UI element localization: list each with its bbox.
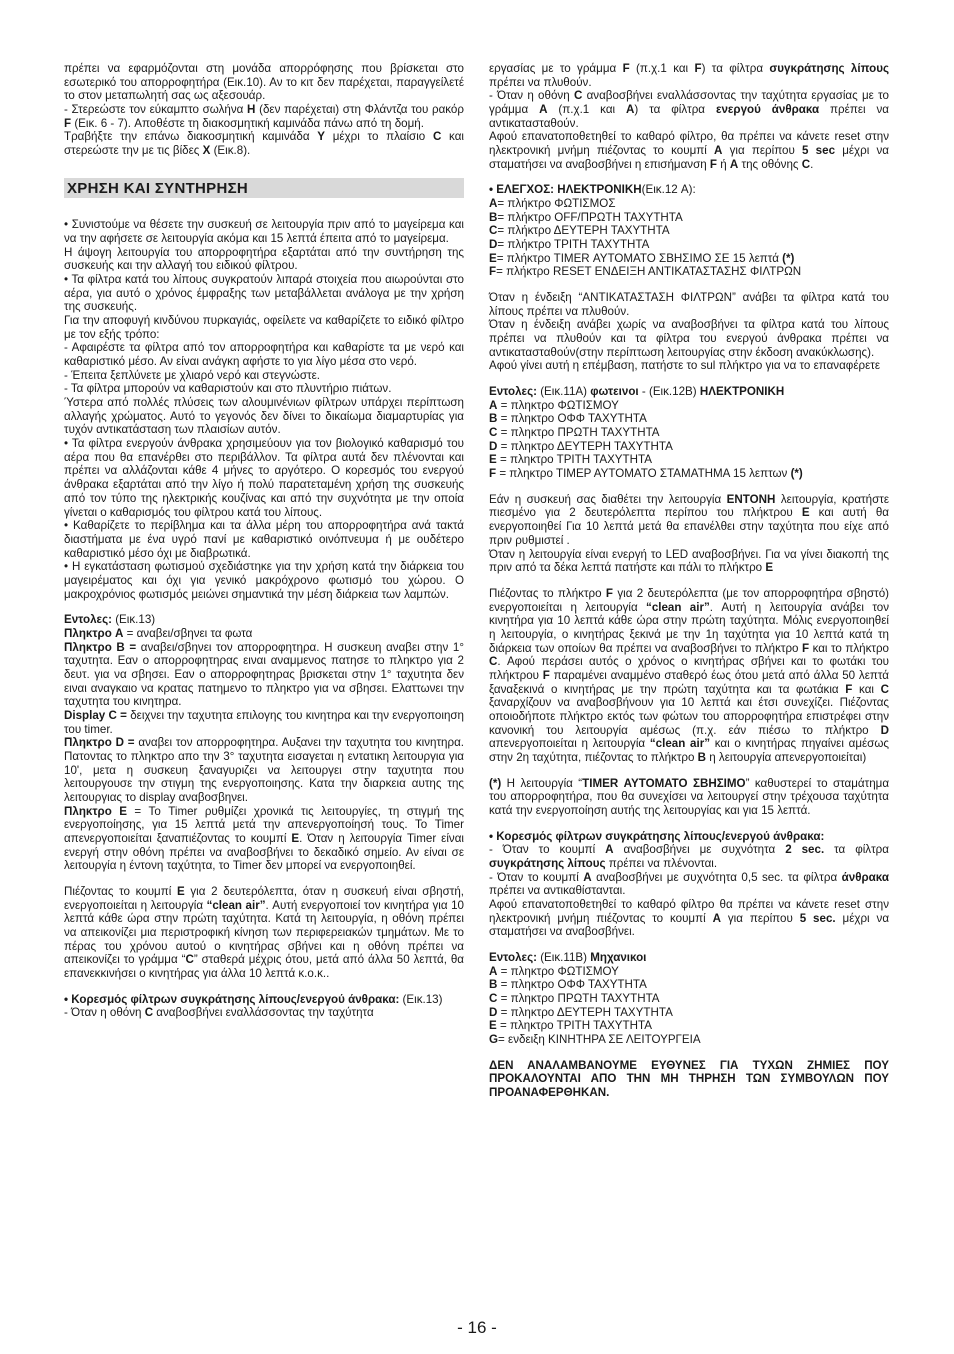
paragraph-clean-air-e: Πιέζοντας το κουμπί E για 2 δευτερόλεπτα, όταν η συσκευή είναι σβηστή, ενεργοποιείται η λειτουργία “clean air”. Αυτή ενεργοποιεί τον κινητήρα για 10 λεπτά κάθε ώρα στην πρώτη ταχύτητα. Κατά τη λειτουργία, η οθόνη πρέπει να απεικονίζει μια περιστροφική κίνηση των περιφερειακών τμημάτων. Με το πέρας του χρόνου αυτού ο κινητήρας σβήνει και η οθόνη πρέπει να απεικονίζει το γράμμα “C” σταθερά μέχρις ότου, μετά από άλλα 50 λεπτά, θα επανεκκινήσει ο κινητήρας για άλλα 10 λεπτά κ.ο.κ.. <box>64 884 464 980</box>
paragraph-controls-fig11a-12b: Εντολες: (Εικ.11A) φωτεινοι - (Εικ.12B) ΗΛΕΚΤΡΟΝΙΚΗ A = πληκτρο ΦΩΤΙΣΜΟΥ B = πληκτρο ΟΦΦ ΤΑΧΥΤΗΤΑ C = πληκτρο ΠΡΩΤΗ ΤΑΧΥΤΗΤΑ D = πληκτρο ΔΕΥΤΕΡΗ ΤΑΧΥΤΗΤΑ E = πληκτρο ΤΡΙΤΗ ΤΑΧΥΤΗΤΑ F = πληκτρο ΤΙΜΕΡ ΑΥΤΟΜΑΤΟ ΣΤΑΜΑΤΗΜΑ 15 λεπτων (*) <box>489 385 803 481</box>
right-column <box>489 62 889 1100</box>
paragraph-disclaimer: ΔΕΝ ΑΝΑΛΑΜΒΑΝΟΥΜΕ ΕΥΘΥΝΕΣ ΓΙΑ ΤΥΧΩΝ ΖΗΜΙΕΣ ΠΟΥ ΠΡΟΚΑΛΟΥΝΤΑΙ ΑΠΟ ΤΗΝ ΜΗ ΤΗΡΗΣΗ ΤΩΝ ΣΥΜΒΟΥΛΩΝ ΠΟΥ ΠΡΟΑΝΑΦΕΡΘΗΚΑΝ. <box>489 1058 889 1100</box>
paragraph-controls-fig11b: Εντολες: (Εικ.11B) Μηχανικοι A = πληκτρο ΦΩΤΙΣΜΟΥ B = πληκτρο ΟΦΦ ΤΑΧΥΤΗΤΑ C = πληκτρο ΠΡΩΤΗ ΤΑΧΥΤΗΤΑ D = πληκτρο ΔΕΥΤΕΡΗ ΤΑΧΥΤΗΤΑ E = πληκτρο ΤΡΙΤΗ ΤΑΧΥΤΗΤΑ G= ενδειξη ΚΙΝΗΤΗΡΑ ΣΕ ΛΕΙΤΟΥΡΓΕΙΑ <box>489 950 701 1046</box>
paragraph-filter-saturation-button-a: • Κορεσμός φίλτρων συγκράτησης λίπους/ενεργού άνθρακα: - Όταν το κουμπί A αναβοσβήνει με συχνότητα 2 sec. τα φίλτρα συγκράτησης λίπους πρέπει να πλένονται. - Όταν το κουμπί A αναβοσβήνει με συχνότητα 0,5 sec. τα φίλτρα άνθρακα πρέπει να αντικαθίστανται. Αφού επανατοποθετηθεί το καθαρό φίλτρο θα πρέπει να κάνετε reset στην ηλεκτρονική μνήμη πιέζοντας το κουμπί A για περίπου 5 sec. μέχρι να σταματήσει να αναβοσβήνει. <box>489 829 890 939</box>
section-heading-use-maintenance: ΧΡΗΣΗ ΚΑΙ ΣΥΝΤΗΡΗΣΗ <box>64 178 464 199</box>
paragraph-controls-fig13: Εντολες: (Εικ.13) Πληκτρο A = αναβει/σβηνει τα φωτα Πληκτρο B = αναβει/σβηνει τον απορροφητηρα. Η συσκευη αναβει στην 1° ταχυτητα. Εαν ο απορροφητηρας ειναι αναμμενος πατησε το πληκτρο για 2 δευτ. για να σβησει. Εαν ο απορροφητηρας βρισκεται στην 1° ταχυτητα δεν ειναι αναγκαιο να κρατας πατημενο το πληκτρο για να σβησει. Ελαττωνει την ταχυτητα του κινητηρα. Display C = δειχνει την ταχυτητα επιλογης του κινητηρα και την ενεργοποιηση του timer. Πληκτρο D = αναβει τον απορροφητηρα. Αυξανει την ταχυτητα του κινητηρα. Πατοντας το πληκτρο απο την 3° ταχυτητα εισαγεται η εντατικη λειτουργια για 10', μετα η συσκευη ξαναγυριζει να λειτουργει στην ταχυτητα που λειτουργουσε την στιγμη της ενεργοποιησης. Κατα την διαρκεια αυτης της λειτουργιας το display αναβοσβηνει. Πληκτρο E = Το Timer ρυθμίζει χρονικά τις λειτουργίες, τη στιγμή της ενεργοποίησης, για 15 λεπτά μετά την απενεργοποίησή τους. Το Timer απενεργοποιείται ξαναπιέζοντας το κουμπί E. Όταν η λειτουργία Timer είναι ενεργή στην οθόνη πρέπει να αναβοσβήνει το δεκαδικό σημείο. Αν είναι σε λειτουργία η έντονη ταχύτητα, το Timer δεν μπορεί να ενεργοποιηθεί. <box>64 613 464 873</box>
paragraph-intensive-mode: Εάν η συσκευή σας διαθέτει την λειτουργία ΕΝΤΟΝΗ λειτουργία, κρατήστε πιεσμένο για 2 δευτερόλεπτα περίπου του πλήκτρου E και αυτή θα ενεργοποιηθεί Για 10 λεπτά μετά θα επανέλθει στην ταχύτητα που είχε από πριν ρυθμιστεί . Όταν η λειτουργία είναι ενεργή το LED αναβοσβήνει. Για να γίνει διακοπή της πριν από τα δέκα λεπτά πατήστε και πάλι το πλήκτρο E <box>489 492 889 575</box>
left-column <box>64 62 464 1020</box>
paragraph-clean-air-f: Πιέζοντας το πλήκτρο F για 2 δευτερόλεπτα (με τον απορροφητήρα σβηστό) ενεργοποιείται η λειτουργία “clean air”. Αυτή η λειτουργία ανάβει τον κινητήρα για 10 λεπτά κάθε ώρα στην πρώτη ταχύτητα. Μόλις ενεργοποιηθεί η λειτουργία, ο κινητήρας ξεκινά με την 1η ταχύτητα για 10 λεπτά κατά τη διάρκεια των οποίων θα πρέπει να αναβοσβήνει το πλήκτρο F και το πλήκτρο C. Αφού περάσει αυτός ο χρόνος ο κινητήρας σβήνει και το φωτάκι του πλήκτρου F παραμένει αναμμένο σταθερό έως ότου μετά από άλλα 50 λεπτά ξαναξεκινά ο κινητήρας με την πρώτη ταχύτητα και τα φωτάκια F και C ξαναρχίζουν να αναβοσβήνουν για 10 λεπτά και έτσι συνεχίζει. Πιέζοντας οποιοδήποτε πλήκτρο εκτός των φώτων του απορροφητήρα επιστρέφει στην κανονική του λειτουργία αμέσως (π.χ. εάν πιέσω το πλήκτρο D απενεργοποιείται η λειτουργία “clean air” και ο κινητήρας πηγαίνει αμέσως στην 2η ταχύτητα, πιέζοντας το πλήκτρο B η λειτουργία απενεργοποιείται) <box>489 586 890 764</box>
paragraph-installation-end: πρέπει να εφαρμόζονται στη μονάδα απορρόφησης που βρίσκεται στο εσωτερικό του απορροφητήρα (Εικ.10). Αν το κιτ δεν παρέχεται, παραγγείλετέ το στον μεταπωλητή σας ως αξεσουάρ. - Στερεώστε τον εύκαμπτο σωλήνα H (δεν παρέχεται) στη Φλάντζα του ρακόρ F (Εικ. 6 - 7). Αποθέστε τη διακοσμητική καμινάδα πάνω από τη δομή. Τραβήξτε την επάνω διακοσμητική καμινάδα Y μέχρι το πλαίσιο C και στερεώστε την με τις βίδες X (Εικ.8). <box>64 62 464 158</box>
paragraph-timer-note: (*) Η λειτουργία “TIMER ΑΥΤΟΜΑΤΟ ΣΒΗΣΙΜΟ” καθυστερεί το σταμάτημα του απορροφητήρα, που θα συνεχίσει να λειτουργεί στην τρέχουσα ταχύτητα κατά την ενεργοποίηση αυτής της λειτουργίας και για 15 λεπτά. <box>489 776 890 817</box>
paragraph-filter-saturation-display: • Κορεσμός φίλτρων συγκράτησης λίπους/ενεργού άνθρακα: (Εικ.13) - Όταν η οθόνη C αναβοσβήνει εναλλάσσοντας την ταχύτητα <box>64 992 443 1020</box>
paragraph-filter-saturation-continued: εργασίας με το γράμμα F (π.χ.1 και F) τα φίλτρα συγκράτησης λίπους πρέπει να πλυθούν. - Όταν η οθόνη C αναβοσβήνει εναλλάσσοντας την ταχύτητα εργασίας με το γράμμα A (π.χ.1 και A) τα φίλτρα ενεργού άνθρακα πρέπει να αντικατασταθούν. Αφού επανατοποθετηθεί το καθαρό φίλτρο, θα πρέπει να κάνετε reset στην ηλεκτρονική μνήμη πιέζοντας το κουμπί A για περίπου 5 sec μέχρι να σταματήσει να αναβοσβήνει η επισήμανση F ή A της οθόνης C. <box>489 62 889 171</box>
paragraph-filter-replacement-indicator: Όταν η ένδειξη “ΑΝΤΙΚΑΤΑΣΤΑΣΗ ΦΙΛΤΡΩΝ” ανάβει τα φίλτρα κατά του λίπους πρέπει να πλυθούν. Όταν η ένδειξη ανάβει χωρίς να αναβοσβήνει τα φίλτρα κατά του λίπους πρέπει να πλυθούν και τα φίλτρα του ενεργού άνθρακα πρέπει να αντικατασταθούν(στην περίπτωση λειτουργίας στην έκδοση ανακύκλωσης). Αφού γίνει αυτή η επέμβαση, πατήστε το sul πλήκτρο για να το επαναφέρετε <box>489 291 889 373</box>
page-number: - 16 - <box>457 1318 497 1337</box>
paragraph-electronic-control-fig12a: • ΕΛΕΓΧΟΣ: ΗΛΕΚΤΡΟΝΙΚΗ(Εικ.12 A): A= πλήκτρο ΦΩΤΙΣΜΟΣ B= πλήκτρο OFF/ΠΡΩΤΗ ΤΑΧΥΤΗΤΑ C= πλήκτρο ΔΕΥΤΕΡΗ ΤΑΧΥΤΗΤΑ D= πλήκτρο ΤΡΙΤΗ ΤΑΧΥΤΗΤΑ E= πλήκτρο TIMER ΑΥΤΟΜΑΤΟ ΣΒΗΣΙΜΟ ΣΕ 15 λεπτά (*) F= πλήκτρο RESET ΕΝΔΕΙΞΗ ΑΝΤΙΚΑΤΑΣΤΑΣΗΣ ΦΙΛΤΡΩΝ <box>489 183 802 279</box>
paragraph-use-maintenance: • Συνιστούμε να θέσετε την συσκευή σε λειτουργία πριν από το μαγείρεμα και να την αφήσετε σε λειτουργία ακόμα και 15 λεπτά έπειτα από το μαγείρεμα. Η άψογη λειτουργία του απορροφητήρα εξαρτάται από την συντήρηση της συσκευής και την αλλαγή του ειδικού φίλτρου. • Τα φίλτρα κατά του λίπους συγκρατούν λιπαρά στοιχεία που αιωρούνται στο αέρα, για αυτό ο χρόνος έμφραξης των μεταβάλλεται ανάλογα με την χρήση της συσκευής. Για την αποφυγή κινδύνου πυρκαγιάς, οφείλετε να καθαρίζετε το ειδικό φίλτρο με τον εξής τρόπο: - Αφαιρέστε τα φίλτρα από τον απορροφητήρα και καθαρίστε τα με νερό και καθαριστικό μέσο. Αν είναι ανάγκη αφήστε το για λίγο μέσα στο νερό. - Έπειτα ξεπλύνετε με χλιαρό νερό και στεγνώστε. - Τα φίλτρα μπορούν να καθαριστούν και στο πλυντήριο πιάτων. Ύστερα από πολλές πλύσεις των αλουμινένιων φίλτρων υπάρχει περίπτωση αλλαγής χρώματος. Αυτό το γεγονός δεν δίνει το δικαίωμα διαμαρτυρίας για τυχόν αντικατάσταση των πλαισίων αυτόν. • Τα φίλτρα ενεργούν άνθρακα χρησιμεύουν για τον βιολογικό καθαρισμό του αέρα που θα επανέρθει στο περιβάλλον. Τα φίλτρα αυτά δεν πλένονται και πρέπει να αλλάζονται κάθε 4 μήνες το αργότερο. Ο κορεσμός του ενεργού άνθρακα εξαρτάται από την λίγο ή πολύ παρατεταμένη χρήση της συσκευής από τον τύπο της ηλεκτρικής κουζίνας και από την συχνότητα με την οποία γίνεται ο καθαρισμός του φίλτρου κατά του λίπους. • Καθαρίζετε το περίβλημα και τα άλλα μέρη του απορροφητήρα ανά τακτά διαστήματα με ένα υγρό πανί με καθαριστικό οινόπνευμα ή με ουδέτερο καθαριστικό μέσο όχι με διαβρωτικά. • Η εγκατάσταση φωτισμού σχεδιάστηκε για την χρήση κατά την διάρκεια του μαγειρέματος και όχι για γενικό μακρόχρονο φωτισμό του χώρου. Ο μακροχρόνιος φωτισμός μειώνει σημαντικά την μέση διάρκεια των λαμπών. <box>64 218 464 601</box>
